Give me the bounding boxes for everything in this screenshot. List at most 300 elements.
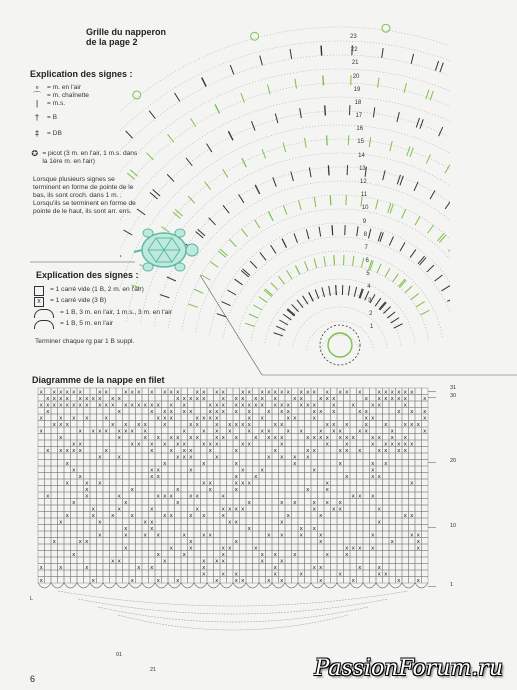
svg-text:x: x (397, 448, 401, 454)
svg-text:x: x (202, 415, 206, 422)
svg-text:x: x (273, 571, 277, 578)
svg-text:x: x (312, 565, 316, 571)
svg-text:x: x (228, 422, 232, 428)
svg-text:x: x (169, 389, 173, 396)
legend2-item-text: = 1 B, 3 m. en l'air, 1 m.s., 3 m. en l'air (60, 309, 172, 316)
svg-text:x: x (371, 532, 375, 539)
svg-text:x: x (345, 441, 349, 448)
svg-text:x: x (260, 415, 264, 422)
bar-icon: ǀ (35, 99, 39, 108)
svg-text:x: x (124, 532, 128, 539)
svg-text:x: x (189, 396, 193, 402)
svg-text:x: x (150, 474, 154, 480)
svg-text:x: x (130, 428, 134, 435)
svg-text:x: x (163, 461, 167, 467)
svg-text:x: x (332, 506, 336, 513)
svg-text:x: x (52, 396, 56, 402)
svg-text:x: x (280, 441, 284, 448)
round-number: 2 (369, 310, 373, 317)
svg-text:x: x (65, 480, 69, 487)
legend2-symbol (34, 320, 54, 329)
svg-text:x: x (117, 409, 121, 415)
row-label-right: 20 (450, 458, 457, 464)
svg-text:x: x (39, 578, 43, 584)
svg-text:x: x (39, 415, 43, 422)
svg-text:x: x (221, 506, 225, 513)
b-stitch-icon: † (35, 113, 39, 122)
svg-text:x: x (410, 513, 414, 519)
svg-text:x: x (260, 558, 264, 565)
svg-text:x: x (169, 513, 173, 519)
svg-text:x: x (59, 402, 63, 409)
svg-text:x: x (169, 435, 173, 441)
svg-text:x: x (254, 402, 258, 409)
svg-text:x: x (267, 454, 271, 461)
svg-text:x: x (156, 578, 160, 584)
svg-text:x: x (351, 578, 355, 584)
svg-text:x: x (98, 519, 102, 526)
svg-text:x: x (312, 409, 316, 415)
svg-text:x: x (403, 402, 407, 409)
svg-text:x: x (221, 552, 225, 558)
svg-text:x: x (189, 422, 193, 428)
svg-text:x: x (78, 441, 82, 448)
row-label-left: 01 (116, 652, 123, 658)
svg-text:x: x (299, 428, 303, 435)
svg-text:x: x (104, 389, 108, 396)
svg-text:x: x (325, 552, 329, 558)
svg-text:x: x (267, 435, 271, 441)
svg-text:x: x (117, 506, 121, 513)
svg-text:x: x (111, 422, 115, 428)
svg-text:x: x (403, 448, 407, 454)
svg-text:x: x (377, 435, 381, 441)
round-number: 1 (370, 324, 374, 330)
svg-text:x: x (254, 396, 258, 402)
svg-text:x: x (260, 467, 264, 474)
svg-text:x: x (319, 396, 323, 402)
svg-text:x: x (202, 396, 206, 402)
svg-text:x: x (286, 428, 290, 435)
svg-text:x: x (345, 545, 349, 552)
svg-text:x: x (221, 493, 225, 500)
svg-text:x: x (156, 532, 160, 539)
svg-text:x: x (358, 545, 362, 552)
svg-text:x: x (195, 415, 199, 422)
svg-text:x: x (98, 428, 102, 435)
svg-text:x: x (130, 487, 134, 493)
svg-text:x: x (241, 396, 245, 402)
svg-text:x: x (137, 402, 141, 409)
svg-text:x: x (299, 532, 303, 539)
svg-text:x: x (416, 422, 420, 428)
legend2-footer: Terminer chaque rg par 1 B suppl. (35, 338, 135, 345)
svg-text:x: x (280, 409, 284, 415)
svg-text:x: x (130, 513, 134, 519)
round-number: 20 (352, 73, 360, 80)
svg-text:x: x (59, 565, 63, 571)
legend1-item-text: = B (47, 114, 58, 121)
svg-text:x: x (371, 461, 375, 467)
svg-text:x: x (338, 500, 342, 506)
svg-text:x: x (299, 526, 303, 532)
svg-text:x: x (384, 441, 388, 448)
svg-text:x: x (65, 402, 69, 409)
svg-text:x: x (338, 389, 342, 396)
round-number: 19 (353, 86, 361, 93)
legend1-item-text: = m.s. (47, 100, 66, 107)
svg-text:x: x (215, 435, 219, 441)
svg-text:x: x (65, 422, 69, 428)
round-number: 12 (360, 179, 367, 185)
legend1-note: Lorsque plusieurs signes se terminent en forme de pointe de le bas, ils sont croch. dans 1 m. Lorsqu'ils se terminent en forme de pointe de le haut, ils sont arr. ens. (33, 176, 136, 215)
svg-text:x: x (72, 402, 76, 409)
svg-text:x: x (338, 506, 342, 513)
svg-text:x: x (130, 402, 134, 409)
svg-text:x: x (195, 422, 199, 428)
svg-text:x: x (215, 402, 219, 409)
row-label-left: 21 (150, 667, 157, 673)
svg-text:x: x (312, 389, 316, 396)
svg-text:x: x (202, 480, 206, 487)
svg-text:x: x (280, 435, 284, 441)
svg-text:x: x (221, 396, 225, 402)
svg-text:x: x (247, 409, 251, 415)
svg-text:x: x (176, 578, 180, 584)
svg-text:x: x (228, 545, 232, 552)
svg-text:x: x (286, 409, 290, 415)
svg-text:x: x (423, 409, 427, 415)
svg-text:x: x (65, 461, 69, 467)
svg-text:x: x (202, 532, 206, 539)
svg-text:x: x (117, 428, 121, 435)
svg-text:x: x (416, 539, 420, 545)
svg-text:x: x (247, 500, 251, 506)
svg-text:x: x (202, 565, 206, 571)
legend1-item-text: = picot (3 m. en l'air, 1 m.s. dans la 1ère m. en l'air) (42, 150, 138, 165)
svg-text:x: x (176, 435, 180, 441)
svg-text:x: x (59, 415, 63, 422)
svg-text:x: x (345, 448, 349, 454)
svg-text:x: x (91, 396, 95, 402)
svg-text:x: x (117, 435, 121, 441)
svg-text:x: x (267, 428, 271, 435)
svg-text:x: x (72, 467, 76, 474)
svg-text:x: x (306, 435, 310, 441)
svg-text:x: x (345, 389, 349, 396)
svg-text:x: x (319, 435, 323, 441)
svg-text:x: x (104, 448, 108, 454)
round-number: 8 (363, 231, 367, 238)
svg-text:x: x (65, 389, 69, 396)
svg-text:x: x (150, 467, 154, 474)
svg-text:x: x (377, 571, 381, 578)
legend2-item-text: = 1 B, 5 m. en l'air (60, 320, 114, 327)
svg-text:x: x (182, 409, 186, 415)
round-number: 9 (362, 218, 367, 225)
svg-text:x: x (78, 474, 82, 480)
svg-text:x: x (319, 539, 323, 545)
db-stitch-icon: ‡ (35, 129, 39, 138)
svg-text:x: x (280, 519, 284, 526)
svg-text:x: x (85, 415, 89, 422)
svg-text:x: x (241, 389, 245, 396)
svg-text:x: x (273, 402, 277, 409)
svg-text:x: x (371, 493, 375, 500)
svg-text:x: x (156, 435, 160, 441)
round-number: 22 (350, 47, 358, 54)
svg-text:x: x (124, 545, 128, 552)
svg-text:x: x (221, 409, 225, 415)
svg-text:x: x (293, 461, 297, 467)
svg-text:x: x (65, 448, 69, 454)
svg-text:x: x (403, 396, 407, 402)
svg-text:x: x (215, 578, 219, 584)
svg-text:x: x (371, 441, 375, 448)
svg-text:x: x (306, 487, 310, 493)
svg-text:x: x (267, 578, 271, 584)
svg-text:x: x (85, 493, 89, 500)
svg-text:x: x (202, 558, 206, 565)
svg-text:x: x (280, 422, 284, 428)
svg-text:x: x (384, 396, 388, 402)
svg-text:x: x (280, 389, 284, 396)
svg-text:x: x (163, 389, 167, 396)
svg-text:x: x (377, 565, 381, 571)
svg-text:x: x (247, 441, 251, 448)
row-label-left: L (30, 596, 34, 602)
svg-text:x: x (156, 552, 160, 558)
svg-text:x: x (338, 461, 342, 467)
svg-text:x: x (163, 441, 167, 448)
svg-text:x: x (215, 441, 219, 448)
svg-text:x: x (390, 539, 394, 545)
svg-text:x: x (325, 500, 329, 506)
svg-text:x: x (195, 389, 199, 396)
svg-text:x: x (189, 448, 193, 454)
svg-text:x: x (338, 428, 342, 435)
svg-text:x: x (221, 402, 225, 409)
svg-text:x: x (52, 539, 56, 545)
svg-text:x: x (182, 441, 186, 448)
svg-text:x: x (150, 506, 154, 513)
doily-title-line1: Grille du napperon (86, 27, 167, 37)
svg-text:x: x (150, 448, 154, 454)
svg-text:x: x (306, 389, 310, 396)
svg-text:x: x (98, 402, 102, 409)
legend1-item-text: = DB (47, 130, 62, 137)
svg-text:x: x (124, 422, 128, 428)
svg-text:x: x (176, 389, 180, 396)
round-number: 6 (365, 258, 369, 265)
svg-text:x: x (156, 474, 160, 480)
svg-text:x: x (241, 480, 245, 487)
svg-text:x: x (169, 409, 173, 415)
svg-text:x: x (351, 493, 355, 500)
svg-text:x: x (332, 396, 336, 402)
svg-text:x: x (150, 519, 154, 526)
svg-text:x: x (202, 513, 206, 519)
svg-text:x: x (293, 500, 297, 506)
watermark: PassionForum.ru (314, 656, 503, 681)
svg-text:x: x (390, 435, 394, 441)
svg-text:x: x (59, 448, 63, 454)
svg-text:x: x (228, 506, 232, 513)
round-number: 21 (351, 60, 359, 67)
svg-text:x: x (189, 545, 193, 552)
svg-text:x: x (358, 493, 362, 500)
svg-text:x: x (202, 389, 206, 396)
svg-text:x: x (182, 532, 186, 539)
svg-text:x: x (325, 487, 329, 493)
svg-text:x: x (189, 467, 193, 474)
svg-text:x: x (267, 409, 271, 415)
row-label-right: 31 (450, 385, 457, 391)
svg-text:x: x (260, 396, 264, 402)
svg-text:x: x (111, 513, 115, 519)
svg-text:x: x (403, 513, 407, 519)
svg-text:x: x (59, 396, 63, 402)
svg-text:x: x (299, 389, 303, 396)
svg-text:x: x (221, 558, 225, 565)
svg-text:x: x (280, 578, 284, 584)
svg-text:x: x (293, 415, 297, 422)
svg-text:x: x (150, 526, 154, 532)
svg-text:x: x (189, 493, 193, 500)
svg-text:x: x (130, 441, 134, 448)
svg-text:x: x (215, 389, 219, 396)
svg-text:x: x (384, 571, 388, 578)
svg-text:x: x (72, 441, 76, 448)
svg-text:x: x (234, 396, 238, 402)
svg-text:x: x (280, 532, 284, 539)
svg-text:x: x (163, 513, 167, 519)
svg-text:x: x (130, 578, 134, 584)
svg-text:x: x (156, 415, 160, 422)
svg-text:x: x (319, 513, 323, 519)
svg-text:x: x (397, 578, 401, 584)
svg-text:x: x (234, 480, 238, 487)
svg-text:x: x (208, 409, 212, 415)
svg-text:x: x (176, 454, 180, 461)
svg-text:x: x (124, 389, 128, 396)
svg-text:x: x (286, 415, 290, 422)
svg-text:x: x (332, 402, 336, 409)
svg-text:x: x (208, 441, 212, 448)
svg-text:x: x (91, 578, 95, 584)
svg-text:x: x (273, 448, 277, 454)
round-number: 5 (366, 271, 370, 278)
svg-text:x: x (221, 545, 225, 552)
svg-text:x: x (202, 441, 206, 448)
svg-text:x: x (98, 532, 102, 539)
svg-text:x: x (403, 435, 407, 441)
svg-text:x: x (189, 454, 193, 461)
svg-text:x: x (319, 578, 323, 584)
svg-text:x: x (397, 396, 401, 402)
row-label-right: 30 (450, 393, 457, 399)
svg-text:x: x (416, 532, 420, 539)
svg-text:x: x (345, 552, 349, 558)
svg-text:x: x (273, 552, 277, 558)
svg-text:x: x (312, 415, 316, 422)
svg-text:x: x (247, 480, 251, 487)
svg-text:x: x (332, 409, 336, 415)
legend2-item (34, 286, 144, 296)
svg-text:x: x (332, 422, 336, 428)
svg-text:x: x (124, 428, 128, 435)
svg-text:x: x (163, 422, 167, 428)
svg-text:x: x (390, 396, 394, 402)
svg-text:x: x (358, 389, 362, 396)
svg-text:x: x (137, 389, 141, 396)
svg-text:x: x (364, 409, 368, 415)
svg-text:x: x (247, 415, 251, 422)
svg-text:x: x (176, 396, 180, 402)
svg-text:x: x (280, 454, 284, 461)
legend2-item-text: = 1 carré vide (3 B) (50, 297, 107, 304)
svg-text:x: x (85, 396, 89, 402)
svg-text:x: x (228, 428, 232, 435)
svg-text:x: x (371, 474, 375, 480)
svg-text:x: x (312, 467, 316, 474)
svg-text:x: x (241, 506, 245, 513)
svg-text:x: x (319, 565, 323, 571)
round-number: 3 (368, 297, 372, 304)
svg-text:x: x (189, 539, 193, 545)
svg-text:x: x (221, 435, 225, 441)
svg-text:x: x (208, 480, 212, 487)
svg-text:x: x (306, 448, 310, 454)
svg-text:x: x (59, 422, 63, 428)
svg-text:x: x (364, 396, 368, 402)
svg-text:x: x (202, 428, 206, 435)
svg-text:x: x (234, 448, 238, 454)
round-number: 10 (361, 205, 369, 212)
svg-text:x: x (143, 519, 147, 526)
svg-text:x: x (384, 461, 388, 467)
svg-text:x: x (254, 545, 258, 552)
row-label-right: 1 (450, 582, 454, 588)
svg-text:x: x (403, 441, 407, 448)
svg-text:x: x (202, 461, 206, 467)
svg-text:x: x (423, 428, 427, 435)
svg-text:x: x (280, 500, 284, 506)
svg-text:x: x (208, 402, 212, 409)
svg-text:x: x (397, 409, 401, 415)
svg-text:x: x (293, 552, 297, 558)
svg-text:x: x (117, 558, 121, 565)
svg-text:x: x (286, 402, 290, 409)
svg-text:x: x (85, 565, 89, 571)
svg-text:x: x (143, 435, 147, 441)
svg-text:x: x (78, 396, 82, 402)
svg-text:x: x (202, 571, 206, 578)
svg-text:x: x (98, 454, 102, 461)
svg-text:x: x (39, 565, 43, 571)
legend2-item (34, 320, 113, 329)
svg-text:x: x (39, 389, 43, 396)
svg-text:x: x (358, 428, 362, 435)
svg-text:x: x (247, 428, 251, 435)
svg-text:x: x (215, 428, 219, 435)
svg-text:x: x (254, 474, 258, 480)
svg-text:x: x (182, 448, 186, 454)
svg-text:x: x (208, 415, 212, 422)
svg-text:x: x (104, 428, 108, 435)
svg-text:x: x (234, 539, 238, 545)
svg-text:x: x (59, 519, 63, 526)
